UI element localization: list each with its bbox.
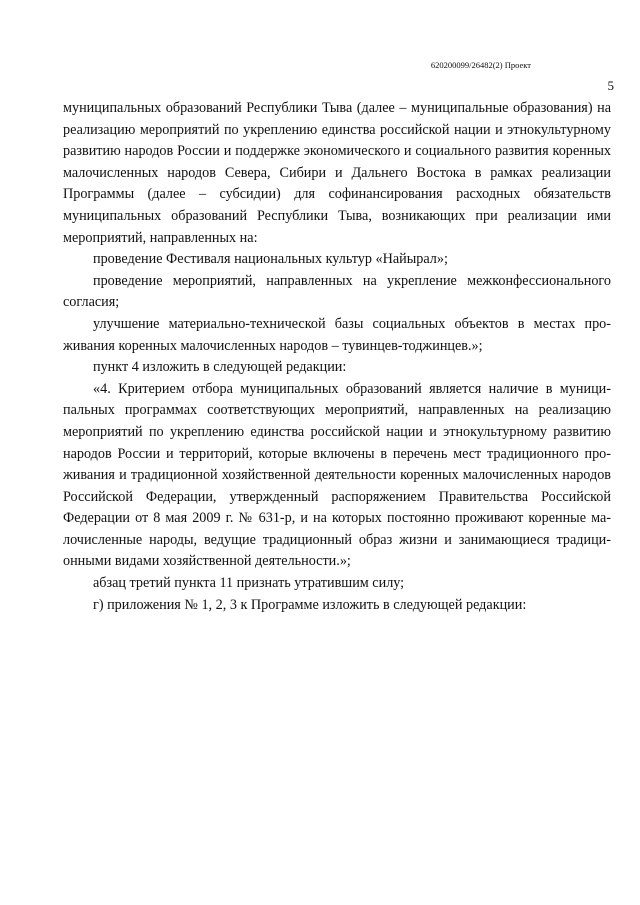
paragraph: проведение мероприятий, направленных на укрепление межконфессионального согласия; [63, 272, 611, 311]
paragraph: пункт 4 изложить в следующей редакции: [93, 359, 347, 376]
paragraph: абзац третий пункта 11 признать утратившим силу; [93, 575, 405, 592]
paragraph: г) приложения № 1, 2, 3 к Программе изложить в следующей редакции: [93, 596, 527, 613]
document-body [63, 98, 611, 616]
paragraph: муниципальных образований Республики Тыва (далее – муниципальные образования) на реализацию мероприятий по укреплению единства российской нации и этнокультурному развитию народов России и поддержке экономического и социального развития коренных малочисленных народов Севера, Сибири и Дальнего Востока в рамках реализации Программы (далее – субсидии) для софинансирования расходных обязательств муниципальных образований Республики Тыва, возникающих при реализации ими мероприятий, направленных на: [63, 100, 611, 246]
paragraph: проведение Фестиваля национальных культур «Найырал»; [93, 251, 448, 268]
page-number: 5 [607, 78, 614, 93]
document-id: 620200099/26482(2) Проект [430, 60, 531, 70]
paragraph: «4. Критерием отбора муниципальных образований является наличие в муниципальных программах соответствующих мероприятий, направленных на реализацию мероприятий по укреплению единства российской нации и этнокультурному развитию народов России и территорий, которые включены в перечень мест традиционного проживания и традиционной хозяйственной деятельности коренных малочисленных народов Российской Федерации, утвержденный распоряжением Правительства Российской Федерации от 8 мая 2009 г. № 631-р, и на которых постоянно проживают коренные малочисленные народы, ведущие традиционный образ жизни и занимающиеся традиционными видами хозяйственной деятельности.»; [63, 380, 611, 570]
paragraph: улучшение материально-технической базы социальных объектов в местах проживания коренных малочисленных народов – тувинцев-тоджинцев.»; [63, 315, 611, 354]
